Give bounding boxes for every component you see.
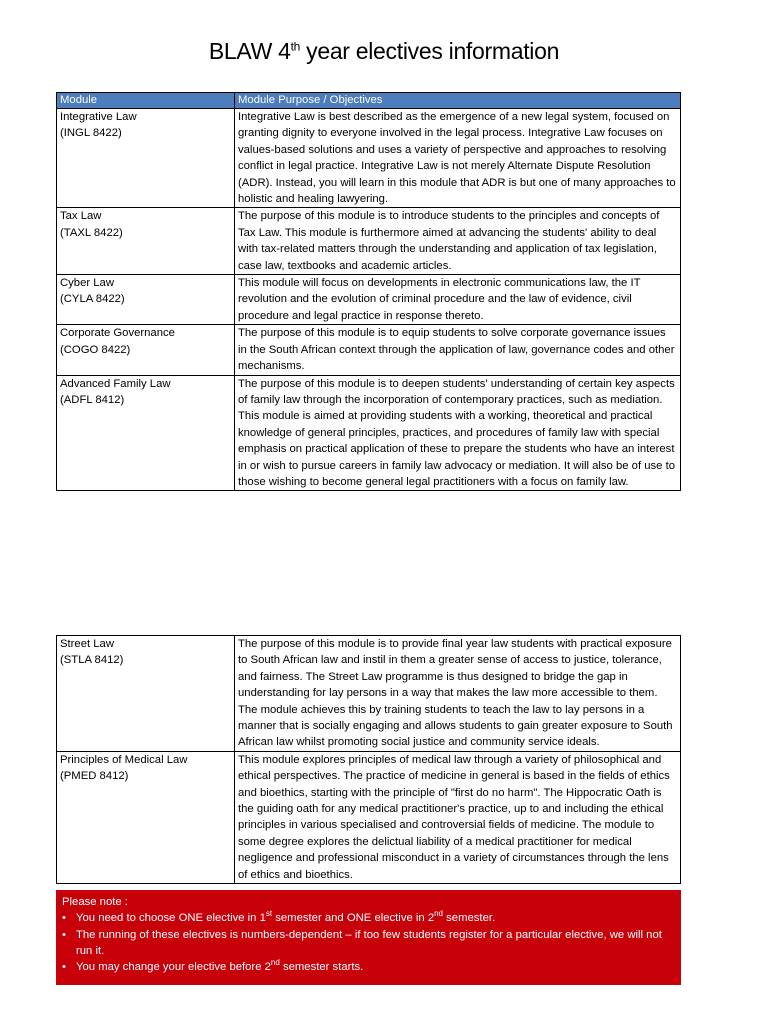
module-name: Cyber Law bbox=[60, 277, 114, 290]
module-purpose: The purpose of this module is to equip students to solve corporate governance issues in the South African context through the application of law, governance codes and other mechanisms. bbox=[235, 325, 681, 375]
module-code: (TAXL 8422) bbox=[60, 226, 123, 239]
module-name: Integrative Law bbox=[60, 111, 137, 123]
table-header-row bbox=[57, 93, 681, 109]
module-name: Tax Law bbox=[60, 210, 102, 223]
note-list bbox=[62, 910, 675, 975]
module-cell bbox=[57, 636, 235, 752]
bullet-icon: • bbox=[62, 912, 66, 925]
table-row bbox=[57, 375, 681, 491]
module-code: (INGL 8422) bbox=[60, 127, 122, 140]
module-code: (COGO 8422) bbox=[60, 343, 131, 356]
module-name: Advanced Family Law bbox=[60, 377, 171, 390]
table-row bbox=[57, 208, 681, 275]
column-header-purpose: Module Purpose / Objectives bbox=[235, 93, 681, 109]
module-name: Street Law bbox=[60, 638, 115, 650]
module-cell bbox=[57, 275, 235, 325]
module-name: Principles of Medical Law bbox=[60, 753, 188, 766]
table-row bbox=[57, 751, 681, 883]
bullet-icon: • bbox=[62, 961, 66, 974]
module-purpose: This module explores principles of medical law through a variety of philosophical and ethical perspectives. The practice of medicine in general is based in the fields of ethics and bioethics, starting with the principle of "first do no harm". The Hippocratic Oath is the guiding oath for any medical practitioner's practice, up to and including the ethical principles in various specialised and controversial fields of medicine. The module to some degree explores the delictual liability of a medical practitioner for medical negligence and professional misconduct in a variety of circumstances through the lens of ethics and bioethics. bbox=[235, 751, 681, 883]
module-cell bbox=[57, 325, 235, 375]
note-item-change-elective: • You may change your elective before 2nd semester starts. bbox=[62, 959, 675, 975]
module-purpose: Integrative Law is best described as the emergence of a new legal system, focused on granting dignity to everyone involved in the legal process. Integrative Law focuses on values-based solutions and uses a variety of perspective and approaches to resolving conflict in legal practice. Integrative Law is not merely Alternate Dispute Resolution (ADR). Instead, you will learn in this module that ADR is but one of many approaches to holistic and healing lawyering. bbox=[235, 109, 681, 208]
module-cell bbox=[57, 109, 235, 208]
module-name: Corporate Governance bbox=[60, 327, 175, 340]
table-row bbox=[57, 325, 681, 375]
note-heading: Please note : bbox=[62, 896, 128, 908]
page-title: BLAW 4th year electives information bbox=[208, 38, 560, 64]
module-code: (STLA 8412) bbox=[60, 654, 124, 667]
note-item-numbers-dependent: • The running of these electives is numbers-dependent – if too few students register for a particular elective, we will not run it. bbox=[62, 928, 662, 957]
module-cell bbox=[57, 208, 235, 275]
module-purpose: The purpose of this module is to introduce students to the principles and concepts of Tax Law. This module is furthermore aimed at advancing the students' ability to deal with tax-related matters through the understanding and application of tax legislation, case law, textbooks and academic articles. bbox=[235, 208, 681, 275]
note-item-choose-elective: • You need to choose ONE elective in 1st semester and ONE elective in 2nd semester. bbox=[62, 910, 675, 926]
bullet-icon: • bbox=[62, 928, 66, 941]
module-code: (CYLA 8422) bbox=[60, 293, 125, 306]
table-row bbox=[57, 109, 681, 208]
table-row bbox=[57, 275, 681, 325]
module-purpose: The purpose of this module is to deepen students' understanding of certain key aspects of family law through the incorporation of contemporary practices, such as mediation. This module is aimed at providing students with a working, theoretical and practical knowledge of general principles, practices, and procedures of family law with special emphasis on practical application of these to prepare the students who have an interest in or wish to pursue careers in family law advocacy or mediation. It will also be of use to those wishing to become general legal practitioners with a focus on family law. bbox=[235, 375, 681, 491]
table-row bbox=[57, 636, 681, 752]
column-header-module: Module bbox=[57, 93, 235, 109]
module-purpose: This module will focus on developments in electronic communications law, the IT revolution and the evolution of criminal procedure and the law of evidence, civil procedure and legal practice in response thereto. bbox=[235, 275, 681, 325]
please-note-box bbox=[56, 890, 681, 985]
module-code: (ADFL 8412) bbox=[60, 393, 125, 406]
module-cell bbox=[57, 375, 235, 491]
electives-table bbox=[56, 92, 681, 491]
electives-table-continued bbox=[56, 635, 681, 884]
module-code: (PMED 8412) bbox=[60, 770, 129, 783]
module-cell bbox=[57, 751, 235, 883]
module-purpose: The purpose of this module is to provide final year law students with practical exposure to South African law and instil in them a greater sense of access to justice, tolerance, and fairness. The Street Law programme is thus designed to bridge the gap in understanding for lay persons in a way that makes the law more accessible to them. The module achieves this by training students to teach the law to lay persons in a manner that is socially engaging and allows students to gain greater exposure to South African law whilst promoting social justice and community service ideals. bbox=[235, 636, 681, 752]
